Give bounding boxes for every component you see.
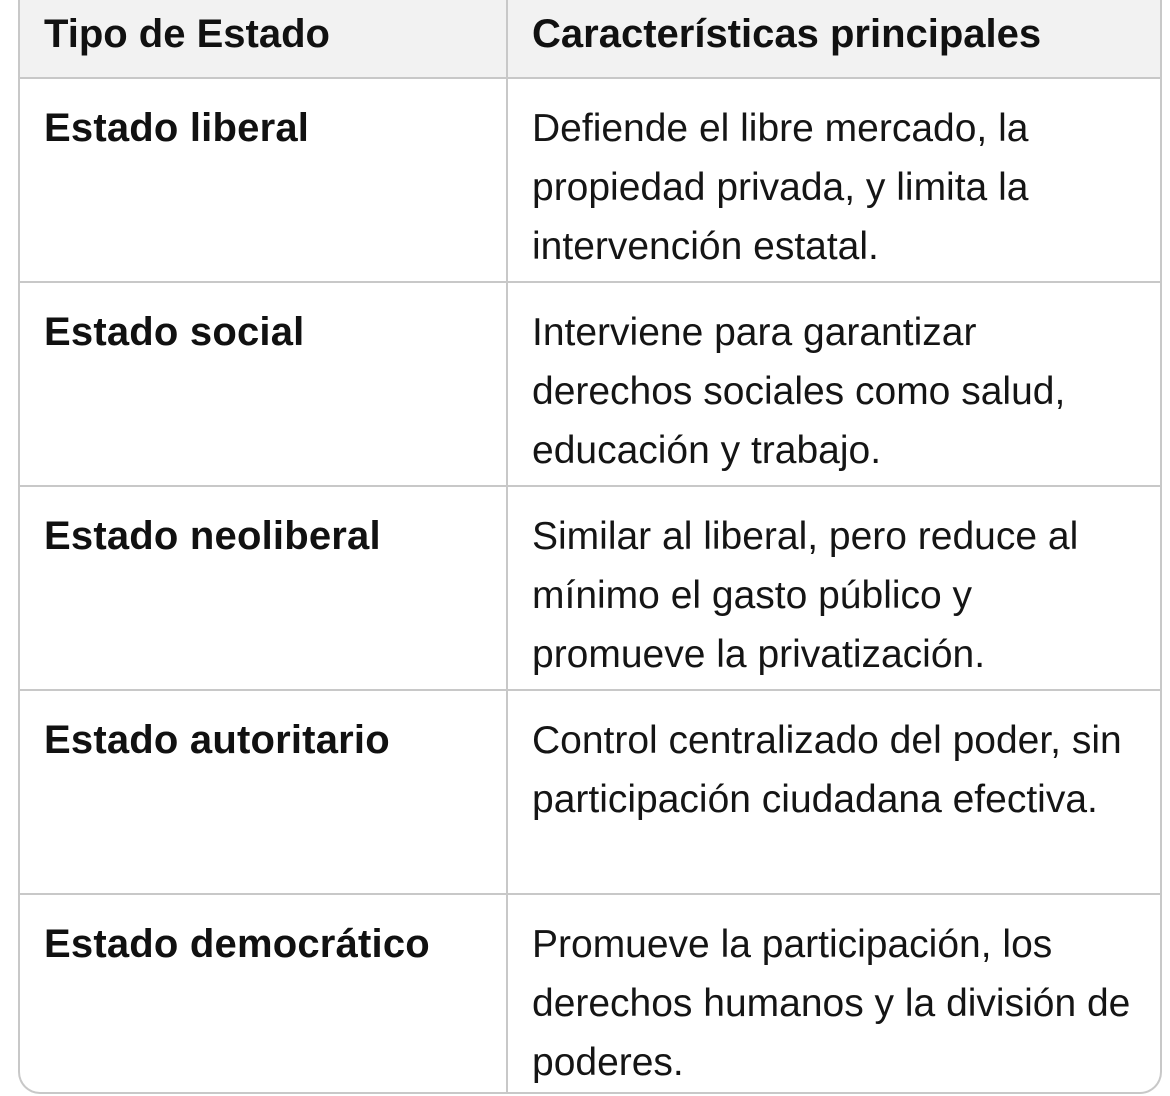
table-row — [20, 282, 1160, 486]
characteristics-cell: Similar al liberal, pero reduce al mínimo el gasto público y promueve la privatización. — [507, 486, 1160, 690]
characteristics-cell: Control centralizado del poder, sin participación ciudadana efectiva. — [507, 690, 1160, 894]
table-row — [20, 78, 1160, 282]
table-row — [20, 486, 1160, 690]
state-type-cell: Estado democrático — [20, 894, 507, 1094]
header-cell-characteristics: Características principales — [507, 0, 1160, 78]
header-cell-type: Tipo de Estado — [20, 0, 507, 78]
table-row — [20, 894, 1160, 1094]
characteristics-cell: Interviene para garantizar derechos sociales como salud, educación y trabajo. — [507, 282, 1160, 486]
table-header — [20, 0, 1160, 78]
state-type-cell: Estado neoliberal — [20, 486, 507, 690]
table-body — [20, 78, 1160, 1094]
characteristics-cell: Defiende el libre mercado, la propiedad privada, y limita la intervención estatal. — [507, 78, 1160, 282]
header-row — [20, 0, 1160, 78]
state-types-table-container — [18, 0, 1162, 1094]
characteristics-cell: Promueve la participación, los derechos humanos y la división de poderes. — [507, 894, 1160, 1094]
state-type-cell: Estado social — [20, 282, 507, 486]
state-type-cell: Estado liberal — [44, 106, 310, 150]
table-row — [20, 690, 1160, 894]
state-type-cell: Estado autoritario — [20, 690, 507, 894]
state-types-table — [20, 0, 1160, 1094]
